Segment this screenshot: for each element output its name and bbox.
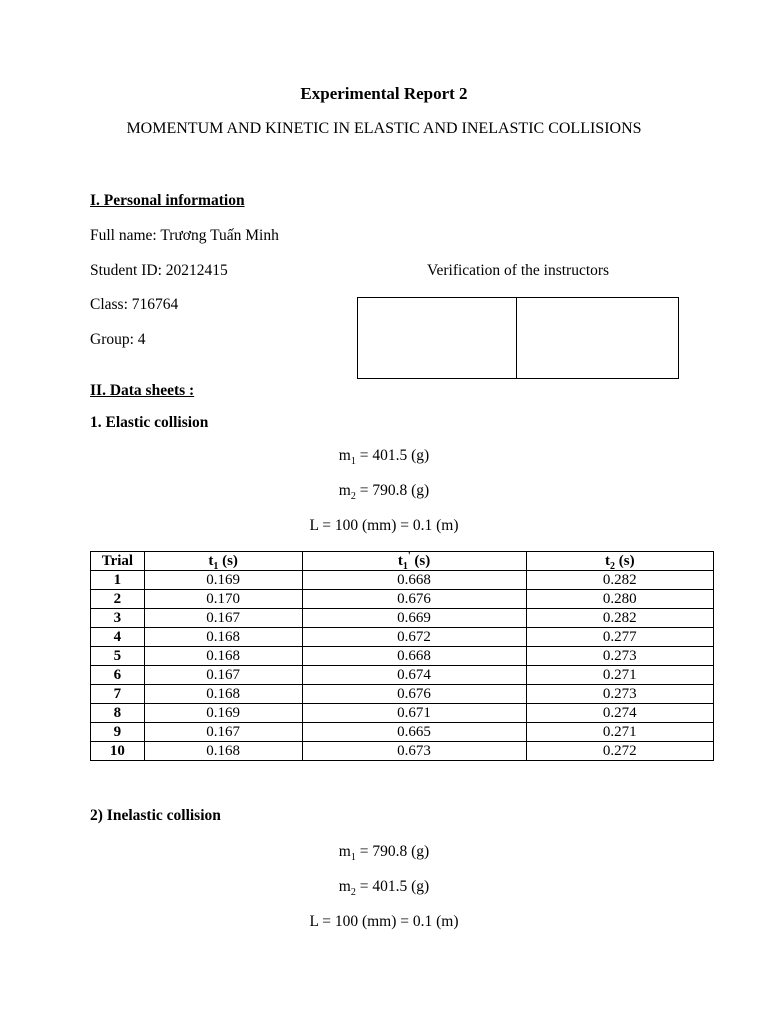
- value-cell: 0.271: [526, 723, 713, 742]
- table-row: [91, 571, 714, 590]
- elastic-mass-2: $m_2 = 790.8$ (g): [338, 482, 430, 503]
- value-cell: 0.273: [526, 647, 713, 666]
- verification-label: Verification of the instructors: [427, 262, 610, 279]
- trial-cell: 6: [91, 666, 145, 685]
- full-name-line: Full name: Trương Tuấn Minh: [90, 227, 279, 244]
- document-title: Experimental Report 2: [300, 84, 468, 103]
- value-cell: 0.273: [526, 685, 713, 704]
- value-cell: 0.669: [302, 609, 526, 628]
- trial-cell: 5: [91, 647, 145, 666]
- value-cell: 0.169: [144, 571, 302, 590]
- personal-info-heading: I. Personal information: [90, 192, 245, 209]
- value-cell: 0.168: [144, 685, 302, 704]
- header-t1-prime: $t_1'$ (s): [302, 552, 526, 571]
- verification-cell-right: [517, 298, 678, 378]
- value-cell: 0.272: [526, 742, 713, 761]
- value-cell: 0.676: [302, 685, 526, 704]
- table-row: [91, 704, 714, 723]
- value-cell: 0.280: [526, 590, 713, 609]
- table-row: [91, 647, 714, 666]
- table-row: [91, 742, 714, 761]
- trial-cell: 10: [91, 742, 145, 761]
- value-cell: 0.277: [526, 628, 713, 647]
- table-row: [91, 685, 714, 704]
- inelastic-collision-heading: 2) Inelastic collision: [90, 807, 221, 824]
- elastic-length: L = 100 (mm) = 0.1 (m): [309, 517, 459, 534]
- value-cell: 0.676: [302, 590, 526, 609]
- value-cell: 0.168: [144, 628, 302, 647]
- value-cell: 0.167: [144, 666, 302, 685]
- trial-cell: 8: [91, 704, 145, 723]
- elastic-data-table: [90, 551, 714, 761]
- trial-cell: 7: [91, 685, 145, 704]
- table-row: [91, 666, 714, 685]
- verification-signature-box: [357, 297, 679, 379]
- value-cell: 0.168: [144, 647, 302, 666]
- value-cell: 0.668: [302, 647, 526, 666]
- value-cell: 0.674: [302, 666, 526, 685]
- value-cell: 0.672: [302, 628, 526, 647]
- value-cell: 0.673: [302, 742, 526, 761]
- value-cell: 0.282: [526, 609, 713, 628]
- value-cell: 0.167: [144, 723, 302, 742]
- table-row: [91, 590, 714, 609]
- value-cell: 0.671: [302, 704, 526, 723]
- value-cell: 0.282: [526, 571, 713, 590]
- value-cell: 0.170: [144, 590, 302, 609]
- table-row: [91, 609, 714, 628]
- data-sheets-heading: II. Data sheets :: [90, 382, 195, 399]
- trial-cell: 4: [91, 628, 145, 647]
- value-cell: 0.167: [144, 609, 302, 628]
- verification-cell-left: [358, 298, 517, 378]
- value-cell: 0.168: [144, 742, 302, 761]
- student-id-line: Student ID: 20212415: [90, 262, 228, 279]
- value-cell: 0.274: [526, 704, 713, 723]
- table-row: [91, 723, 714, 742]
- inelastic-mass-2: $m_2 = 401.5$ (g): [338, 878, 430, 899]
- group-line: Group: 4: [90, 331, 146, 348]
- table-header-row: [91, 552, 714, 571]
- class-line: Class: 716764: [90, 296, 179, 313]
- inelastic-mass-1: $m_1 = 790.8$ (g): [338, 843, 430, 864]
- elastic-mass-1: $m_1 = 401.5$ (g): [338, 447, 430, 468]
- header-t1: $t_1$ (s): [144, 552, 302, 571]
- value-cell: 0.665: [302, 723, 526, 742]
- trial-cell: 2: [91, 590, 145, 609]
- table-row: [91, 628, 714, 647]
- value-cell: 0.668: [302, 571, 526, 590]
- inelastic-length: L = 100 (mm) = 0.1 (m): [309, 913, 459, 930]
- header-trial: Trial: [91, 552, 145, 571]
- elastic-collision-heading: 1. Elastic collision: [90, 414, 209, 431]
- header-t2: $t_2$ (s): [526, 552, 713, 571]
- trial-cell: 1: [91, 571, 145, 590]
- value-cell: 0.169: [144, 704, 302, 723]
- value-cell: 0.271: [526, 666, 713, 685]
- trial-cell: 9: [91, 723, 145, 742]
- document-subtitle: MOMENTUM AND KINETIC IN ELASTIC AND INELASTIC COLLISIONS: [126, 120, 642, 137]
- trial-cell: 3: [91, 609, 145, 628]
